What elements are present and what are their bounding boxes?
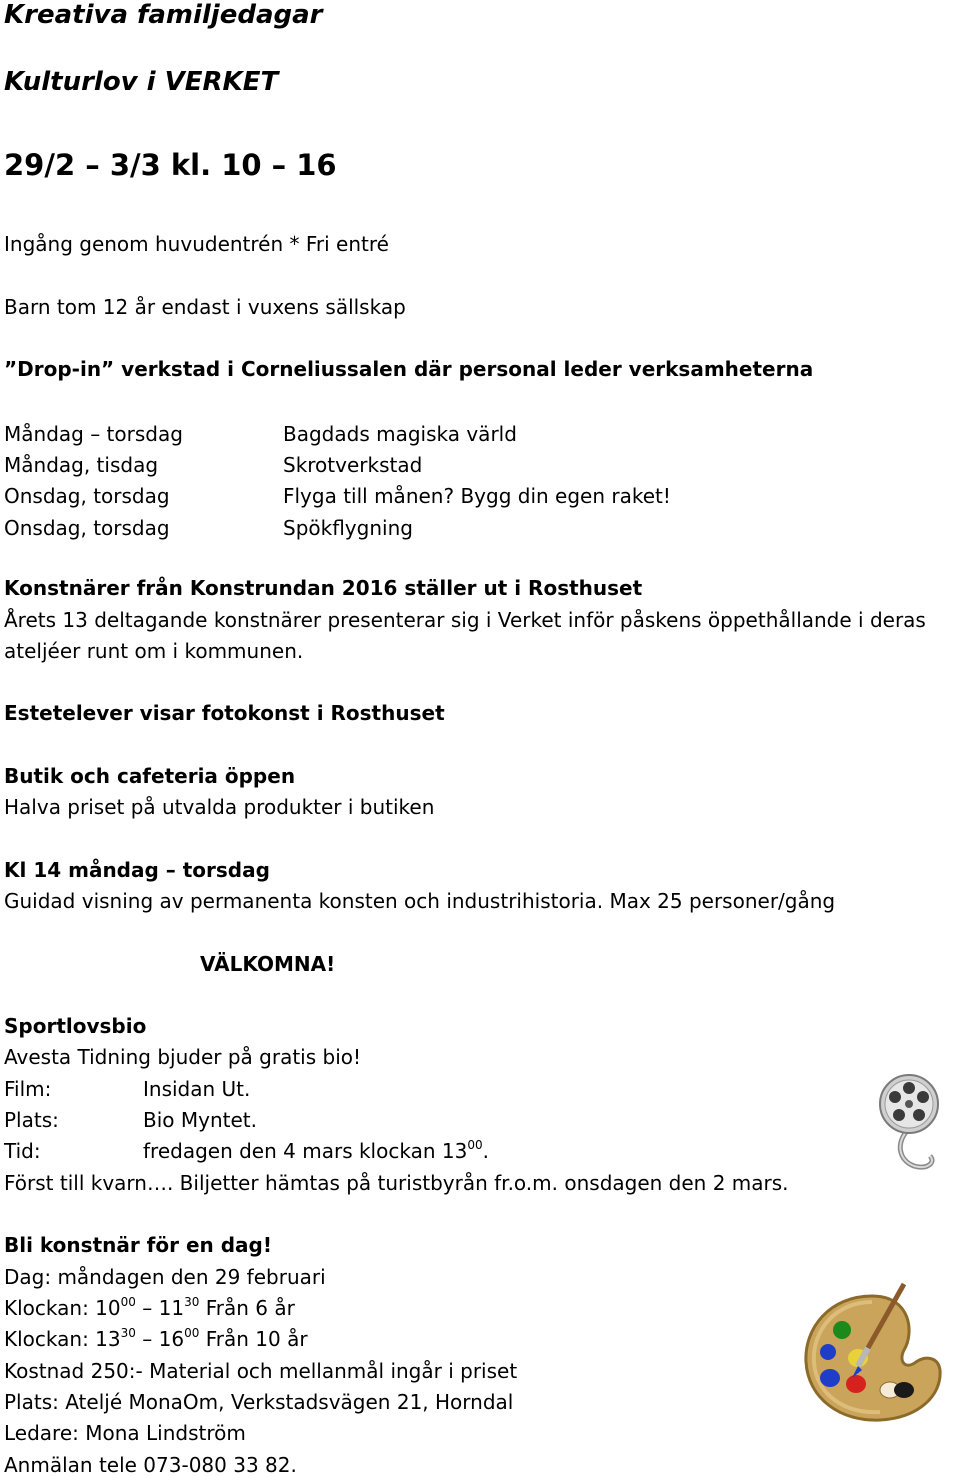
schedule-days: Måndag, tisdag (4, 453, 159, 477)
schedule-activity: Spökflygning (283, 516, 413, 540)
artist-heading: Bli konstnär för en dag! (4, 1233, 272, 1257)
time-value: fredagen den 4 mars klockan 13 (143, 1139, 468, 1163)
cinema-first: Först till kvarn…. Biljetter hämtas på turistbyrån fr.o.m. onsdagen den 2 mars. (4, 1171, 789, 1195)
time-mid: – 11 (135, 1296, 185, 1320)
artist-signup: Anmälan tele 073-080 33 82. (4, 1453, 297, 1477)
children-info: Barn tom 12 år endast i vuxens sällskap (4, 295, 406, 319)
time-start: Klockan: 10 (4, 1296, 121, 1320)
time-sup: 30 (184, 1295, 200, 1309)
film-reel-icon (878, 1072, 940, 1176)
time-end: . (482, 1139, 489, 1163)
entry-info: Ingång genom huvudentrén * Fri entré (4, 232, 389, 256)
schedule-activity: Skrotverkstad (283, 453, 423, 477)
guide-heading: Kl 14 måndag – torsdag (4, 858, 270, 882)
artist-place: Plats: Ateljé MonaOm, Verkstadsvägen 21, Horndal (4, 1390, 514, 1414)
konstrundan-heading: Konstnärer från Konstrundan 2016 ställer ut i Rosthuset (4, 576, 643, 600)
artist-cost: Kostnad 250:- Material och mellanmål ingår i priset (4, 1359, 518, 1383)
film-label: Film: (4, 1077, 52, 1101)
artist-leader: Ledare: Mona Lindström (4, 1421, 246, 1445)
schedule-activity: Bagdads magiska värld (283, 422, 517, 446)
time-start: Klockan: 13 (4, 1327, 121, 1351)
cinema-place (4, 1110, 257, 1130)
schedule-days: Måndag – torsdag (4, 422, 183, 446)
welcome-text: VÄLKOMNA! (200, 952, 336, 976)
shop-text: Halva priset på utvalda produkter i butiken (4, 795, 435, 819)
schedule-days: Onsdag, torsdag (4, 484, 170, 508)
paint-palette-icon (800, 1278, 946, 1428)
film-value: Insidan Ut. (143, 1077, 251, 1101)
time-label: Tid: (4, 1139, 41, 1163)
schedule-days: Onsdag, torsdag (4, 516, 170, 540)
time-minutes: 00 (467, 1138, 483, 1152)
place-value: Bio Myntet. (143, 1108, 257, 1132)
cinema-intro: Avesta Tidning bjuder på gratis bio! (4, 1045, 362, 1069)
time-sup: 30 (120, 1326, 136, 1340)
event-dates: 29/2 – 3/3 kl. 10 – 16 (4, 148, 337, 182)
time-sup: 00 (184, 1326, 200, 1340)
age-info: Från 6 år (199, 1296, 295, 1320)
event-subtitle: Kulturlov i VERKET (4, 67, 279, 97)
cinema-time (4, 1138, 489, 1163)
schedule-activity: Flyga till månen? Bygg din egen raket! (283, 484, 671, 508)
estet-heading: Estetelever visar fotokonst i Rosthuset (4, 701, 445, 725)
guide-text: Guidad visning av permanenta konsten och industrihistoria. Max 25 personer/gång (4, 889, 836, 913)
place-label: Plats: (4, 1108, 59, 1132)
artist-time-1 (4, 1295, 295, 1320)
artist-time-2 (4, 1326, 308, 1351)
dropin-heading: ”Drop-in” verkstad i Corneliussalen där personal leder verksamheterna (4, 357, 814, 381)
cinema-heading: Sportlovsbio (4, 1014, 147, 1038)
konstrundan-text: Årets 13 deltagande konstnärer presenterar sig i Verket inför påskens öppethållande i deras (4, 608, 926, 632)
event-title: Kreativa familjedagar (4, 0, 323, 30)
konstrundan-text: ateljéer runt om i kommunen. (4, 639, 304, 663)
time-mid: – 16 (135, 1327, 185, 1351)
age-info: Från 10 år (199, 1327, 308, 1351)
shop-heading: Butik och cafeteria öppen (4, 764, 296, 788)
artist-day: Dag: måndagen den 29 februari (4, 1265, 326, 1289)
time-sup: 00 (120, 1295, 136, 1309)
cinema-film (4, 1079, 250, 1099)
